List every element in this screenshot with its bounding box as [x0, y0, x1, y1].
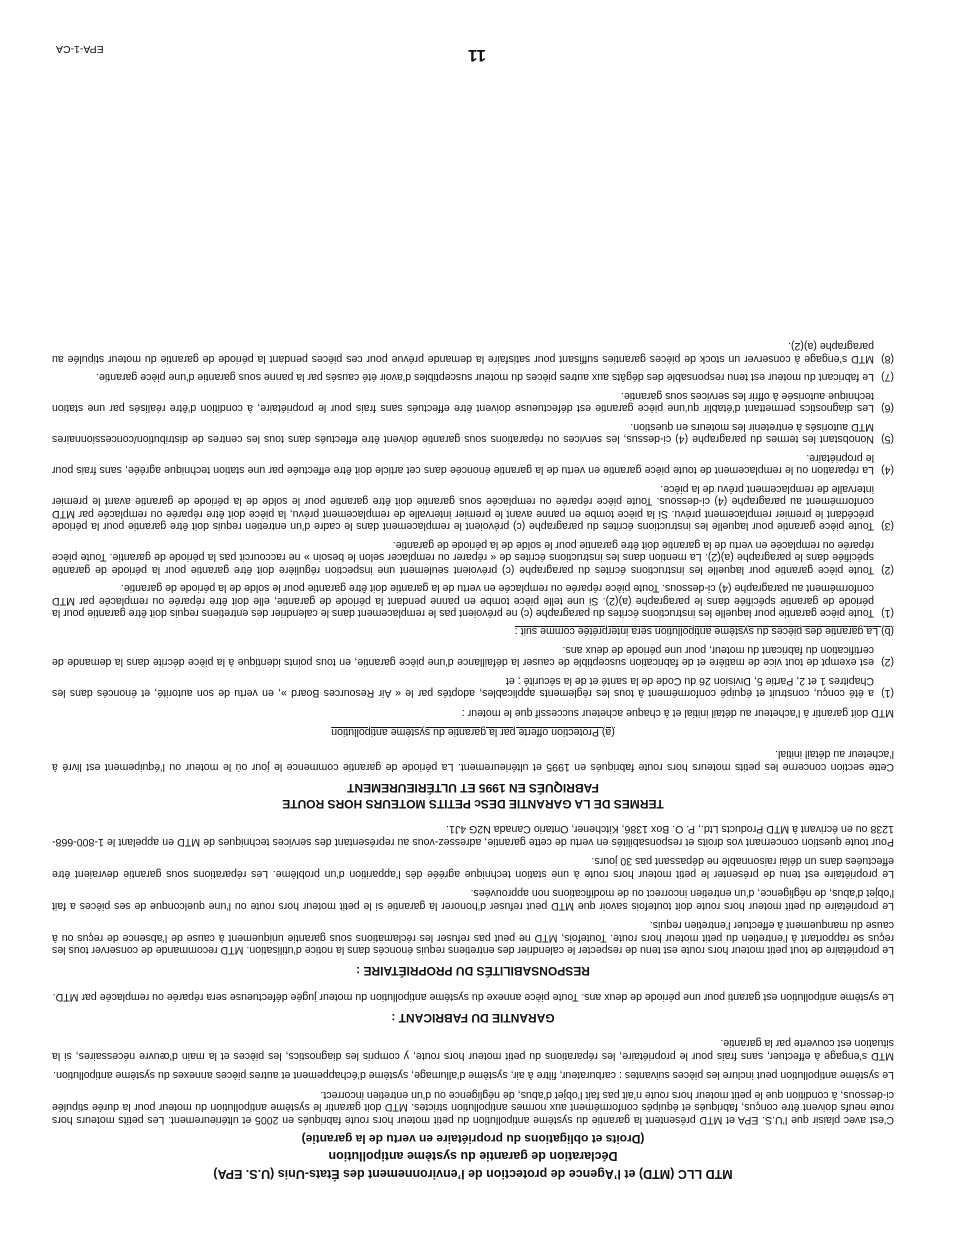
item-text: a été conçu, construit et équipé conformément à tous les règlements applicables, adoptés par le « Air Resources Board », en vertu de son autorité, et énoncés dans les Chapitres 1 et 2, Partie 5, Division 26 du Code de la santé et de la sécurité ; et	[52, 675, 874, 700]
list-item	[52, 452, 894, 477]
list-item	[52, 421, 894, 446]
item-number: (1)	[881, 687, 894, 700]
list-item	[52, 675, 894, 700]
intro-paragraph: C’est avec plaisir que l’U.S. EPA et MTD présentent la garantie du système antipollution du petit moteur hors route fabriqués en 2005 et ultérieurement. Les petits moteurs hors route neufs doivent être conçus, fabriqués et équipés conformément aux normes antipollution strictes. MTD doit garantir le système antipollution du moteur pour la durée stipulée ci-dessous, à condition que le petit moteur hors route n’ait pas fait l’objet d’abus, de négligence ou d’un entretien incorrect.	[52, 1089, 894, 1126]
item-number: (6)	[881, 402, 894, 415]
intro-paragraph: MTD s’engage à effectuer, sans frais pour le propriétaire, les réparations du petit moteur hors route, y compris les diagnostics, les pièces et la main d’œuvre nécessaires, si la situation est couverte par la garantie.	[52, 1037, 894, 1062]
item-text: Toute pièce garantie pour laquelle les instructions écrites du paragraphe (c) ne prévoient pas le remplacement dans le calendrier des entretiens requis doit être garantie pour la période de garantie spécifiée dans le paragraphe (a)(2). Si une telle pièce tombe en panne pendant la période de garantie, elle doit être réparée ou remplacée par MTD conformément au paragraphe (4) ci-dessous. Toute pièce réparée ou remplacée en vertu de la garantie doit être garantie pour le solde de la période de garantie.	[52, 582, 874, 620]
item-number: (5)	[881, 433, 894, 446]
list-item	[52, 390, 894, 415]
document-subtitle-rights: (Droits et obligations du propriétaire en vertu de la garantie)	[301, 1132, 645, 1146]
terms-heading: TERMES DE LA GARANTIE DESc PETITS MOTEURS HORS ROUTE	[282, 797, 664, 811]
document-body	[52, 334, 894, 1181]
section-a-heading: (a) Protection offerte par la garantie du système antipollution	[331, 726, 615, 738]
owner-paragraph: Le propriétaire de tout petit moteur hors route est tenu de respecter le calendrier des entretiens requis énoncés dans la notice d’utilisation. MTD recommande de conserver tous les reçus se rapportant à l’entretien du petit moteur hors route. Toutefois, MTD ne peut pas refuser les réclamations sous garantie uniquement à cause de l’absence de reçus ou à cause du manquement à effectuer l’entretien requis.	[52, 919, 894, 957]
list-item	[52, 340, 894, 365]
item-text: est exempt de tout vice de matière et de fabrication susceptible de causer la défaillance d’une pièce garantie, en tous points identique à la pièce décrite dans la demande de certification du fabricant du moteur, pour une période de deux ans.	[52, 644, 874, 669]
list-item	[52, 483, 894, 533]
item-text: Les diagnostics permettant d’établir qu’une pièce garantie est défectueuse doivent être effectués sans frais pour le propriétaire, à condition d’être réalisés par une station technique autorisée à offrir les services sous garantie.	[52, 390, 874, 415]
list-item	[52, 539, 894, 577]
terms-intro: Cette section concerne les petits moteurs hors route fabriqués en 1995 et ultérieurement. La période de garantie commence le jour où le moteur ou l’équipement est livré à l’acheteur au détail initial.	[52, 748, 894, 773]
document-code: EPA-1-CA	[56, 43, 104, 55]
document-title: MTD LLC (MTD) et l’Agence de protection de l’environnement des États-Unis (U.S. EPA)	[213, 1167, 733, 1181]
section-b-heading: (b) La garantie des pièces du système antipollution sera interprétée comme suit :	[514, 625, 894, 638]
item-number: (7)	[881, 371, 894, 384]
section-a-intro: MTD doit garantir à l’acheteur au détail initial et à chaque acheteur successif que le moteur :	[461, 707, 894, 719]
item-text: MTD s’engage à conserver un stock de pièces garanties suffisant pour satisfaire la demande prévue pour ces pièces pendant la période de garantie du moteur stipulée au paragraphe (a)(2).	[52, 340, 874, 365]
owner-paragraph: Pour toute question concernant vos droits et responsabilités en vertu de cette garantie, adressez-vous au représentant des services techniques de MTD en appelant le 1-800-668-1238 ou en écrivant à MTD Products Ltd., P. O. Box 1386, Kitchener, Ontario Canada N2G 4J1.	[52, 823, 894, 848]
item-text: Toute pièce garantie pour laquelle les instructions écrites du paragraphe (c) prévoient le remplacement dans le cadre d’un entretien requis doit être garantie pour la période précédant le premier remplacement prévu. Si la pièce tombe en panne avant le premier intervalle de remplacement prévu, la pièce doit être réparée ou remplacée par MTD conformément au paragraphe (4) ci-dessous. Toute pièce réparée ou remplacée sous garantie doit être garantie pour le solde de la période de garantie avant le premier intervalle de remplacement prévu de la pièce.	[52, 483, 874, 533]
page-number: 11	[468, 46, 486, 65]
owner-paragraph: Le propriétaire du petit moteur hors route doit toutefois savoir que MTD peut refuser d’honorer la garantie si le petit moteur hors route ou l’une quelconque de ses pièces a fait l’objet d’abus, de négligence, d’un entretien incorrect ou de modifications non approuvées.	[52, 887, 894, 912]
document-subtitle: Déclaration de garantie du système antipollution	[328, 1149, 618, 1163]
list-item	[52, 371, 894, 384]
manufacturer-warranty-text: Le système antipollution est garanti pour une période de deux ans. Toute pièce annexe du système antipollution du moteur jugée défectueuse sera réparée ou remplacée par MTD.	[52, 991, 894, 1003]
item-text: Toute pièce garantie pour laquelle les instructions écrites du paragraphe (c) prévoient seulement une inspection régulière doit être garantie pour la période de garantie spécifiée dans le paragraphe (a)(2). La mention dans les instructions écrites de « réparer ou remplacer selon le besoin » ne raccourcit pas la période de garantie. Toute pièce réparée ou remplacée en vertu de la garantie doit être garantie pour le solde de la période de garantie.	[52, 539, 874, 576]
item-number: (1)	[881, 607, 894, 620]
item-text: Le fabricant du moteur est tenu responsable des dégâts aux autres pièces du moteur susceptibles d’avoir été causés par la panne sous garantie d’une pièce garantie.	[96, 371, 874, 384]
item-number: (8)	[881, 353, 894, 365]
owner-responsibilities-heading: RESPONSABILITÉS DU PROPRIÉTAIRE :	[356, 964, 590, 979]
list-item	[52, 644, 894, 669]
item-number: (4)	[881, 464, 894, 477]
item-number: (3)	[881, 520, 894, 533]
terms-heading-line2: FABRIQUÉS EN 1995 ET ULTÉRIEUREMENT	[347, 781, 599, 795]
owner-paragraph: Le propriétaire est tenu de présenter le petit moteur hors route à une station technique agréée dès l’apparition d’un problème. Les réparations sous garantie devraient être effectuées dans un délai raisonnable ne dépassant pas 30 jours.	[52, 855, 894, 880]
list-item	[52, 582, 894, 620]
manufacturer-warranty-heading: GARANTIE DU FABRICANT :	[391, 1011, 555, 1025]
item-text: Nonobstant les termes du paragraphe (4) ci-dessus, les services ou réparations sous garantie doivent être effectués dans tous les centres de distribution/concessionnaires MTD autorisés à entretenir les moteurs en question.	[52, 421, 874, 446]
item-number: (2)	[881, 564, 894, 576]
item-text: La réparation ou le remplacement de toute pièce garantie en vertu de la garantie énoncée dans cet article doit être effectuée par une station technique agréée, sans frais pour le propriétaire.	[52, 452, 874, 477]
item-number: (2)	[881, 656, 894, 669]
intro-paragraph: Le système antipollution peut inclure les pièces suivantes : carburateur, filtre à air, système d’allumage, système d’échappement et autres pièces annexes du système antipollution.	[53, 1069, 894, 1082]
